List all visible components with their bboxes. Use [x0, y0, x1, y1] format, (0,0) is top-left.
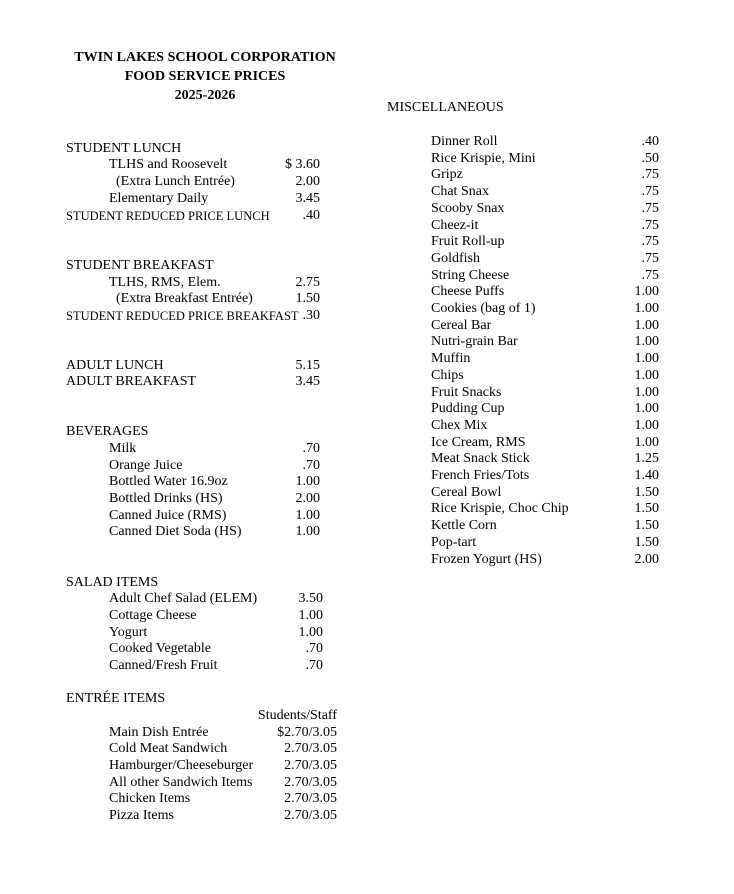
menu-item-label: (Extra Lunch Entrée) — [116, 174, 235, 189]
menu-item-price: .70 — [302, 441, 320, 456]
misc-item-price: .75 — [641, 184, 659, 199]
menu-item-label: Adult Chef Salad (ELEM) — [109, 591, 258, 606]
menu-item-label: Pizza Items — [109, 808, 174, 823]
misc-item-label: Pudding Cup — [431, 401, 505, 416]
misc-item-label: Kettle Corn — [431, 518, 497, 533]
misc-item-label: Fruit Snacks — [431, 385, 502, 400]
misc-item-price: 1.25 — [634, 451, 659, 466]
misc-item-price: .75 — [641, 234, 659, 249]
misc-item-label: Dinner Roll — [431, 134, 498, 149]
misc-item-price: 1.00 — [634, 318, 659, 333]
misc-item-label: Meat Snack Stick — [431, 451, 530, 466]
reduced-breakfast-label: STUDENT REDUCED PRICE BREAKFAST — [66, 309, 299, 323]
menu-item-price: $2.70/3.05 — [277, 725, 337, 740]
misc-item-price: 1.50 — [634, 535, 659, 550]
adult-breakfast-label: ADULT BREAKFAST — [66, 374, 197, 389]
misc-item-price: .40 — [641, 134, 659, 149]
misc-item-price: .75 — [641, 268, 659, 283]
misc-item-label: Scooby Snax — [431, 201, 505, 216]
menu-item-label: Main Dish Entrée — [109, 725, 209, 740]
misc-item-price: 1.00 — [634, 385, 659, 400]
misc-item-price: 1.50 — [634, 518, 659, 533]
menu-item-label: TLHS and Roosevelt — [109, 157, 228, 172]
school-year: 2025-2026 — [174, 88, 236, 103]
misc-item-price: 1.00 — [634, 284, 659, 299]
menu-item-price: 2.70/3.05 — [284, 791, 337, 806]
misc-item-label: Muffin — [431, 351, 471, 366]
menu-item-price: 1.00 — [298, 625, 323, 640]
misc-item-label: Frozen Yogurt (HS) — [431, 552, 542, 567]
misc-heading: MISCELLANEOUS — [387, 100, 504, 115]
reduced-lunch-price: .40 — [302, 208, 320, 223]
adult-lunch-price: 5.15 — [295, 358, 320, 373]
misc-item-label: Cookies (bag of 1) — [431, 301, 536, 316]
menu-item-label: Chicken Items — [109, 791, 191, 806]
student-breakfast-heading: STUDENT BREAKFAST — [66, 258, 214, 273]
misc-item-label: Chex Mix — [431, 418, 488, 433]
menu-item-label: TLHS, RMS, Elem. — [109, 275, 221, 290]
menu-item-label: Canned/Fresh Fruit — [109, 658, 218, 673]
menu-item-price: 2.70/3.05 — [284, 775, 337, 790]
menu-item-label: Milk — [109, 441, 137, 456]
menu-item-price: .70 — [305, 658, 323, 673]
misc-item-price: 2.00 — [634, 552, 659, 567]
menu-item-price: 1.00 — [295, 508, 320, 523]
menu-item-label: Elementary Daily — [109, 191, 209, 206]
menu-item-price: 2.70/3.05 — [284, 808, 337, 823]
adult-breakfast-price: 3.45 — [295, 374, 320, 389]
misc-item-price: .75 — [641, 218, 659, 233]
menu-item-label: Orange Juice — [109, 458, 183, 473]
misc-item-label: Cheese Puffs — [431, 284, 505, 299]
menu-item-label: Yogurt — [109, 625, 148, 640]
menu-item-label: Hamburger/Cheeseburger — [109, 758, 254, 773]
misc-item-price: 1.50 — [634, 485, 659, 500]
menu-item-price: 1.00 — [295, 474, 320, 489]
misc-item-label: Cereal Bowl — [431, 485, 502, 500]
misc-item-price: 1.00 — [634, 418, 659, 433]
menu-item-label: Cold Meat Sandwich — [109, 741, 228, 756]
misc-item-price: 1.40 — [634, 468, 659, 483]
misc-item-price: 1.00 — [634, 401, 659, 416]
misc-item-label: Cheez-it — [431, 218, 479, 233]
reduced-lunch-label: STUDENT REDUCED PRICE LUNCH — [66, 209, 270, 223]
menu-item-label: Canned Juice (RMS) — [109, 508, 227, 523]
menu-item-price: 1.00 — [295, 524, 320, 539]
misc-item-label: String Cheese — [431, 268, 510, 283]
menu-item-price: 2.70/3.05 — [284, 741, 337, 756]
misc-item-price: 1.00 — [634, 301, 659, 316]
menu-item-price: 3.45 — [295, 191, 320, 206]
misc-item-label: Rice Krispie, Mini — [431, 151, 536, 166]
misc-item-price: .50 — [641, 151, 659, 166]
student-lunch-heading: STUDENT LUNCH — [66, 141, 182, 156]
misc-item-price: .75 — [641, 167, 659, 182]
document-title: TWIN LAKES SCHOOL CORPORATION — [74, 50, 336, 65]
menu-item-label: Canned Diet Soda (HS) — [109, 524, 242, 539]
menu-item-price: 2.00 — [295, 491, 320, 506]
misc-item-label: French Fries/Tots — [431, 468, 530, 483]
misc-item-label: Pop-tart — [431, 535, 477, 550]
misc-item-price: .75 — [641, 201, 659, 216]
misc-item-label: Chips — [431, 368, 464, 383]
misc-item-price: 1.00 — [634, 435, 659, 450]
entree-heading: ENTRÉE ITEMS — [66, 691, 166, 706]
misc-item-label: Chat Snax — [431, 184, 489, 199]
misc-item-price: 1.00 — [634, 334, 659, 349]
misc-item-price: 1.00 — [634, 351, 659, 366]
salad-heading: SALAD ITEMS — [66, 575, 159, 590]
misc-item-price: .75 — [641, 251, 659, 266]
beverages-heading: BEVERAGES — [66, 424, 149, 439]
menu-item-price: .70 — [302, 458, 320, 473]
menu-item-price: 1.00 — [298, 608, 323, 623]
misc-item-label: Fruit Roll-up — [431, 234, 505, 249]
adult-lunch-label: ADULT LUNCH — [66, 358, 164, 373]
menu-item-label: Cottage Cheese — [109, 608, 197, 623]
entree-column-header: Students/Staff — [257, 708, 337, 723]
menu-item-price: 3.50 — [298, 591, 323, 606]
misc-item-label: Ice Cream, RMS — [431, 435, 526, 450]
misc-item-label: Rice Krispie, Choc Chip — [431, 501, 569, 516]
menu-item-price: $ 3.60 — [285, 157, 320, 172]
menu-item-price: 2.75 — [295, 275, 320, 290]
misc-item-label: Cereal Bar — [431, 318, 492, 333]
menu-item-label: Cooked Vegetable — [109, 641, 211, 656]
menu-item-price: .70 — [305, 641, 323, 656]
misc-item-price: 1.50 — [634, 501, 659, 516]
menu-item-label: Bottled Drinks (HS) — [109, 491, 223, 506]
menu-item-price: 2.00 — [295, 174, 320, 189]
menu-item-label: (Extra Breakfast Entrée) — [116, 291, 253, 306]
menu-item-price: 1.50 — [295, 291, 320, 306]
menu-item-label: Bottled Water 16.9oz — [109, 474, 228, 489]
misc-item-label: Goldfish — [431, 251, 480, 266]
misc-item-label: Gripz — [431, 167, 463, 182]
menu-item-price: 2.70/3.05 — [284, 758, 337, 773]
document-subtitle: FOOD SERVICE PRICES — [124, 69, 286, 84]
misc-item-label: Nutri-grain Bar — [431, 334, 518, 349]
reduced-breakfast-price: .30 — [302, 308, 320, 323]
misc-item-price: 1.00 — [634, 368, 659, 383]
menu-item-label: All other Sandwich Items — [109, 775, 253, 790]
